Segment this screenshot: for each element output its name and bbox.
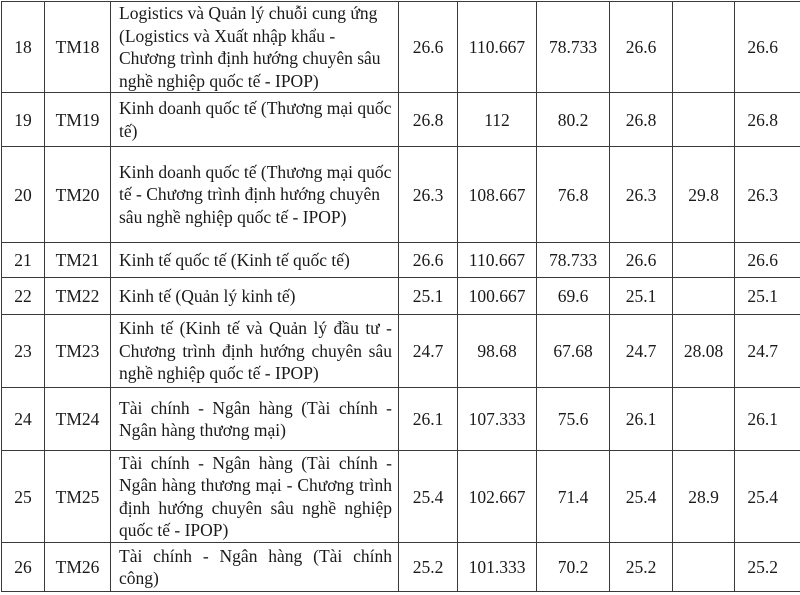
score-col-3: 76.8: [537, 147, 610, 243]
program-code: TM21: [45, 243, 111, 278]
program-code: TM24: [45, 388, 111, 451]
program-name: Kinh tế (Kinh tế và Quản lý đầu tư - Chương trình định hướng chuyên sâu nghề nghiệp quốc tế - IPOP): [111, 315, 399, 388]
program-code: TM20: [45, 147, 111, 243]
program-code: TM18: [45, 2, 111, 93]
score-col-2: 108.667: [458, 147, 537, 243]
score-col-1: 26.6: [399, 2, 458, 93]
score-col-2: 107.333: [458, 388, 537, 451]
score-col-4: 26.8: [610, 93, 673, 147]
score-col-4: 25.2: [610, 543, 673, 592]
score-col-4: 25.4: [610, 451, 673, 543]
row-number: 26: [2, 543, 45, 592]
score-col-4: 25.1: [610, 278, 673, 315]
score-col-4: 24.7: [610, 315, 673, 388]
score-col-5: 28.9: [673, 451, 735, 543]
score-col-4: 26.6: [610, 2, 673, 93]
row-number: 18: [2, 2, 45, 93]
program-code: TM19: [45, 93, 111, 147]
score-col-2: 101.333: [458, 543, 537, 592]
score-col-5: 28.08: [673, 315, 735, 388]
score-col-3: 71.4: [537, 451, 610, 543]
table-row: [2, 147, 800, 243]
row-number: 21: [2, 243, 45, 278]
score-col-1: 26.6: [399, 243, 458, 278]
table-row: [2, 243, 800, 278]
score-col-2: 110.667: [458, 243, 537, 278]
table-row: [2, 315, 800, 388]
score-col-3: 78.733: [537, 243, 610, 278]
program-name: Kinh tế (Quản lý kinh tế): [111, 278, 399, 315]
score-col-5: [673, 243, 735, 278]
table-row: [2, 93, 800, 147]
score-col-1: 26.1: [399, 388, 458, 451]
score-col-6: 24.7: [735, 315, 800, 388]
score-col-6: 26.6: [735, 2, 800, 93]
program-code: TM25: [45, 451, 111, 543]
score-col-6: 26.3: [735, 147, 800, 243]
score-col-1: 25.2: [399, 543, 458, 592]
score-col-5: [673, 93, 735, 147]
score-col-5: 29.8: [673, 147, 735, 243]
score-col-3: 70.2: [537, 543, 610, 592]
row-number: 20: [2, 147, 45, 243]
program-name: Kinh doanh quốc tế (Thương mại quốc tế - Chương trình định hướng chuyên sâu nghề nghiệp quốc tế - IPOP): [111, 147, 399, 243]
score-col-5: [673, 543, 735, 592]
score-col-2: 110.667: [458, 2, 537, 93]
admission-scores-table: [1, 1, 800, 592]
table-row: [2, 2, 800, 93]
row-number: 23: [2, 315, 45, 388]
score-col-3: 69.6: [537, 278, 610, 315]
score-col-1: 26.8: [399, 93, 458, 147]
row-number: 25: [2, 451, 45, 543]
table-row: [2, 278, 800, 315]
score-col-2: 100.667: [458, 278, 537, 315]
score-col-6: 25.2: [735, 543, 800, 592]
program-name: Tài chính - Ngân hàng (Tài chính - Ngân hàng thương mại - Chương trình định hướng chuyên sâu nghề nghiệp quốc tế - IPOP): [111, 451, 399, 543]
table-row: [2, 451, 800, 543]
program-name: Kinh tế quốc tế (Kinh tế quốc tế): [111, 243, 399, 278]
table-row: [2, 543, 800, 592]
row-number: 24: [2, 388, 45, 451]
score-col-2: 102.667: [458, 451, 537, 543]
score-col-3: 78.733: [537, 2, 610, 93]
score-col-1: 24.7: [399, 315, 458, 388]
program-name: Tài chính - Ngân hàng (Tài chính công): [111, 543, 399, 592]
program-name: Logistics và Quản lý chuỗi cung ứng (Logistics và Xuất nhập khẩu - Chương trình định hướng chuyên sâu nghề nghiệp quốc tế - IPOP): [111, 2, 399, 93]
score-col-1: 25.4: [399, 451, 458, 543]
score-col-3: 75.6: [537, 388, 610, 451]
score-col-4: 26.6: [610, 243, 673, 278]
score-col-5: [673, 278, 735, 315]
score-col-5: [673, 388, 735, 451]
score-col-6: 25.4: [735, 451, 800, 543]
table-row: [2, 388, 800, 451]
score-col-4: 26.3: [610, 147, 673, 243]
program-code: TM26: [45, 543, 111, 592]
score-col-3: 67.68: [537, 315, 610, 388]
score-col-4: 26.1: [610, 388, 673, 451]
score-col-1: 25.1: [399, 278, 458, 315]
row-number: 19: [2, 93, 45, 147]
program-code: TM22: [45, 278, 111, 315]
score-col-2: 98.68: [458, 315, 537, 388]
score-col-1: 26.3: [399, 147, 458, 243]
row-number: 22: [2, 278, 45, 315]
program-name: Tài chính - Ngân hàng (Tài chính - Ngân hàng thương mại): [111, 388, 399, 451]
program-code: TM23: [45, 315, 111, 388]
program-name: Kinh doanh quốc tế (Thương mại quốc tế): [111, 93, 399, 147]
score-col-6: 26.8: [735, 93, 800, 147]
score-col-6: 25.1: [735, 278, 800, 315]
score-col-2: 112: [458, 93, 537, 147]
score-col-3: 80.2: [537, 93, 610, 147]
score-col-5: [673, 2, 735, 93]
score-col-6: 26.6: [735, 243, 800, 278]
score-col-6: 26.1: [735, 388, 800, 451]
